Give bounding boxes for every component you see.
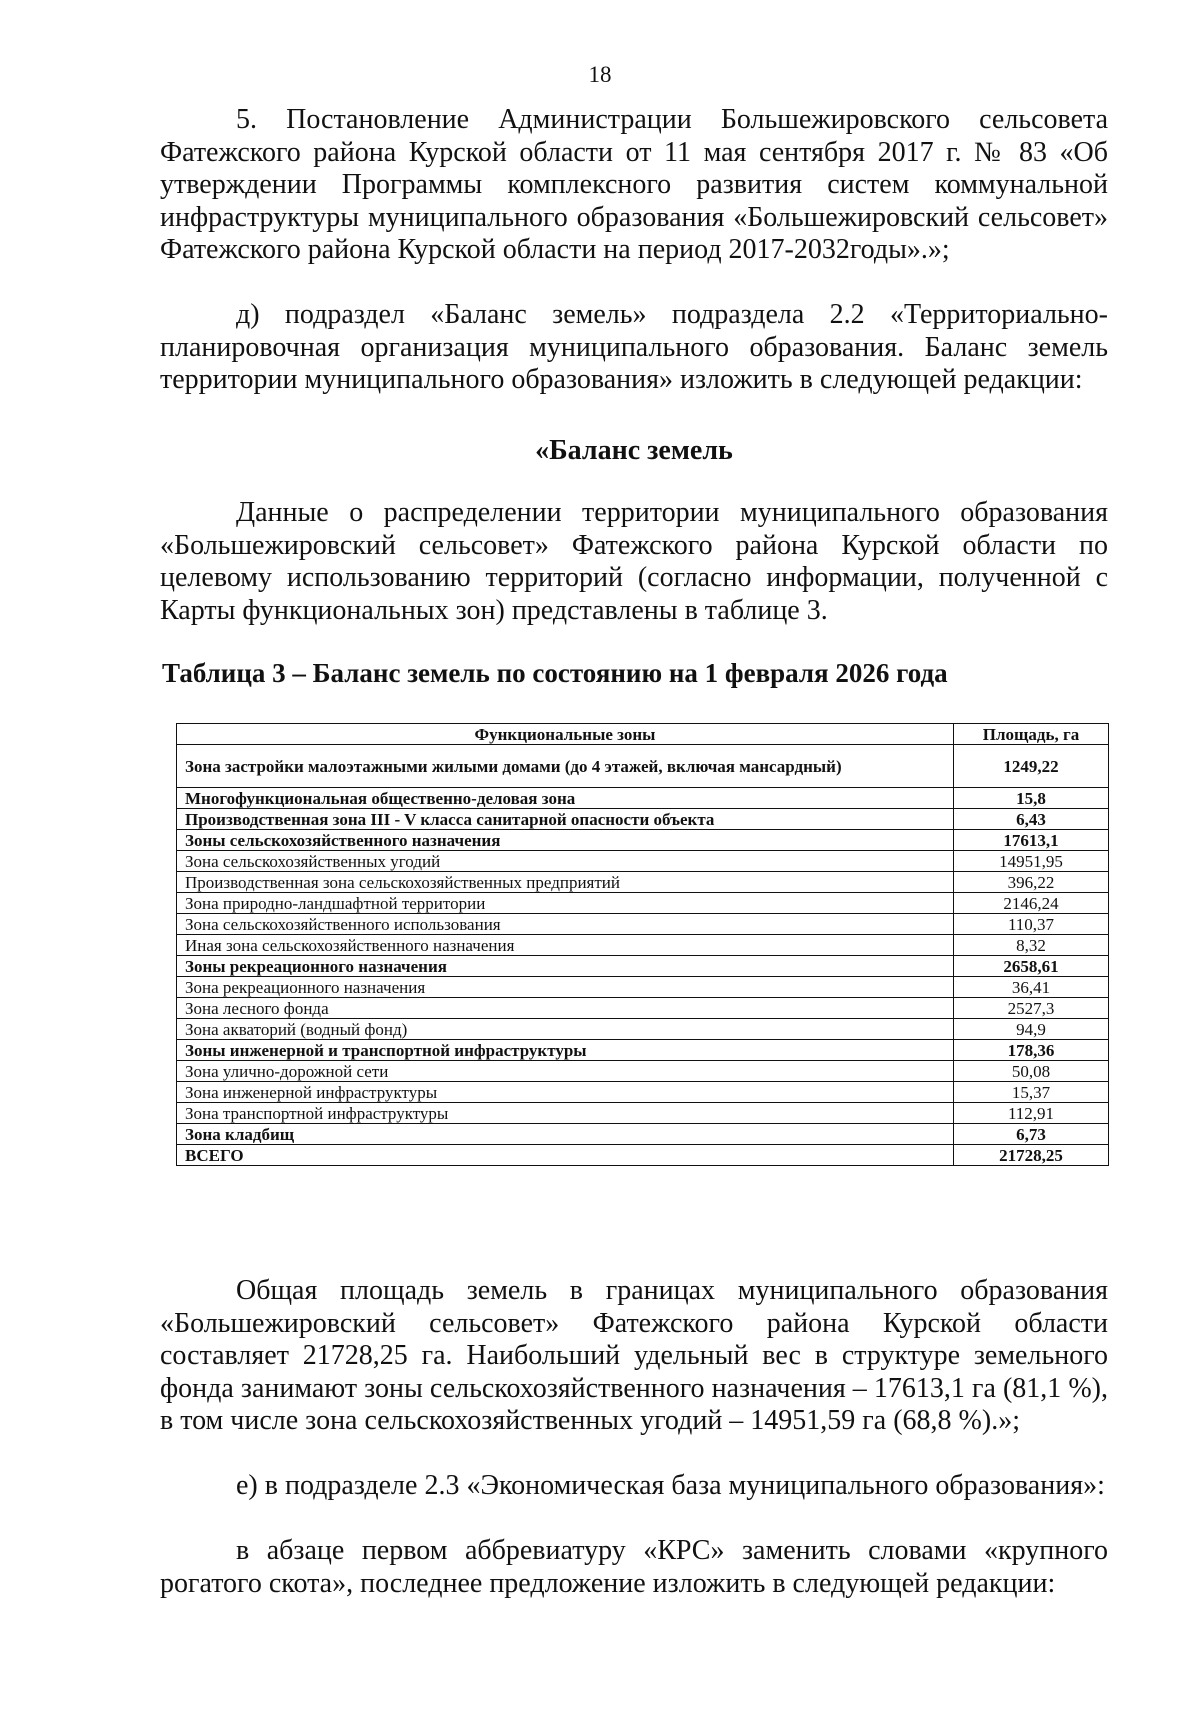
zone-name-cell: Зона природно-ландшафтной территории	[177, 893, 954, 914]
header-area: Площадь, га	[954, 724, 1109, 745]
area-value-cell: 6,43	[954, 809, 1109, 830]
zone-name-cell: Зона кладбищ	[177, 1124, 954, 1145]
paragraph-text: д) подраздел «Баланс земель» подраздела 2.2 «Территориально-планировочная организация муниципального образования. Баланс земель территории муниципального образования» изложить в следующей редакции:	[160, 299, 1108, 395]
zone-name-cell: Зона рекреационного назначения	[177, 977, 954, 998]
zone-name-cell: Производственная зона III - V класса санитарной опасности объекта	[177, 809, 954, 830]
area-value-cell: 14951,95	[954, 851, 1109, 872]
area-value-cell: 2527,3	[954, 998, 1109, 1019]
header-zones: Функциональные зоны	[177, 724, 954, 745]
area-value-cell: 50,08	[954, 1061, 1109, 1082]
area-value-cell: 396,22	[954, 872, 1109, 893]
area-value-cell: 15,37	[954, 1082, 1109, 1103]
area-value-cell: 110,37	[954, 914, 1109, 935]
zone-name-cell: Зона застройки малоэтажными жилыми домами (до 4 этажей, включая мансардный)	[177, 745, 954, 788]
paragraph-economic-base	[160, 1470, 1108, 1503]
zone-name-cell: Зона сельскохозяйственных угодий	[177, 851, 954, 872]
table-row	[177, 914, 1109, 935]
table-row	[177, 977, 1109, 998]
area-value-cell: 17613,1	[954, 830, 1109, 851]
area-value-cell: 2146,24	[954, 893, 1109, 914]
paragraph-distribution-data	[160, 497, 1108, 627]
table-row	[177, 745, 1109, 788]
table-row	[177, 830, 1109, 851]
paragraph-land-balance-instruction	[160, 299, 1108, 397]
area-value-cell: 2658,61	[954, 956, 1109, 977]
zone-name-cell: Производственная зона сельскохозяйственных предприятий	[177, 872, 954, 893]
paragraph-text: в абзаце первом аббревиатуру «КРС» заменить словами «крупного рогатого скота», последнее предложение изложить в следующей редакции:	[160, 1535, 1108, 1599]
table-row	[177, 872, 1109, 893]
area-value-cell: 15,8	[954, 788, 1109, 809]
section-heading: «Баланс земель	[535, 435, 733, 466]
area-value-cell: 6,73	[954, 1124, 1109, 1145]
zone-name-cell: Зоны рекреационного назначения	[177, 956, 954, 977]
zone-name-cell: Многофункциональная общественно-деловая зона	[177, 788, 954, 809]
land-balance-table	[176, 723, 1109, 1166]
area-value-cell: 8,32	[954, 935, 1109, 956]
zone-name-cell: Зона инженерной инфраструктуры	[177, 1082, 954, 1103]
table-row	[177, 788, 1109, 809]
zone-name-cell: Зона сельскохозяйственного использования	[177, 914, 954, 935]
table-row	[177, 1019, 1109, 1040]
zone-name-cell: Иная зона сельскохозяйственного назначения	[177, 935, 954, 956]
zone-name-cell: Зона улично-дорожной сети	[177, 1061, 954, 1082]
area-value-cell: 36,41	[954, 977, 1109, 998]
paragraph-krs-replacement	[160, 1535, 1108, 1600]
paragraph-resolution	[160, 104, 1108, 267]
area-value-cell: 21728,25	[954, 1145, 1109, 1166]
zone-name-cell: Зона лесного фонда	[177, 998, 954, 1019]
page-number: 18	[588, 62, 612, 87]
area-value-cell: 1249,22	[954, 745, 1109, 788]
table-row	[177, 1145, 1109, 1166]
paragraph-text: Данные о распределении территории муниципального образования «Большежировский сельсовет» Фатежского района Курской области по целевому использованию территорий (согласно информации, полученной с Карты функциональных зон) представлены в таблице 3.	[160, 497, 1108, 626]
paragraph-total-area	[160, 1275, 1108, 1438]
zone-name-cell: Зона акваторий (водный фонд)	[177, 1019, 954, 1040]
table-row	[177, 935, 1109, 956]
table-row	[177, 893, 1109, 914]
table-row	[177, 1124, 1109, 1145]
table-row	[177, 956, 1109, 977]
paragraph-text: 5. Постановление Администрации Большежировского сельсовета Фатежского района Курской области от 11 мая сентября 2017 г. № 83 «Об утверждении Программы комплексного развития систем коммунальной инфраструктуры муниципального образования «Большежировский сельсовет» Фатежского района Курской области на период 2017-2032годы».»;	[160, 104, 1108, 265]
zone-name-cell: Зона транспортной инфраструктуры	[177, 1103, 954, 1124]
area-value-cell: 112,91	[954, 1103, 1109, 1124]
zone-name-cell: ВСЕГО	[177, 1145, 954, 1166]
table-body	[177, 745, 1109, 1166]
area-value-cell: 94,9	[954, 1019, 1109, 1040]
area-value-cell: 178,36	[954, 1040, 1109, 1061]
table-title: Таблица 3 – Баланс земель по состоянию на 1 февраля 2026 года	[162, 658, 948, 688]
table-row	[177, 998, 1109, 1019]
table-row	[177, 1103, 1109, 1124]
table-row	[177, 1082, 1109, 1103]
table-row	[177, 1040, 1109, 1061]
paragraph-text: Общая площадь земель в границах муниципального образования «Большежировский сельсовет» Фатежского района Курской области составляет 21728,25 га. Наибольший удельный вес в структуре земельного фонда занимают зоны сельскохозяйственного назначения – 17613,1 га (81,1 %), в том числе зона сельскохозяйственных угодий – 14951,59 га (68,8 %).»;	[160, 1275, 1108, 1436]
zone-name-cell: Зоны сельскохозяйственного назначения	[177, 830, 954, 851]
zone-name-cell: Зоны инженерной и транспортной инфраструктуры	[177, 1040, 954, 1061]
table-row	[177, 1061, 1109, 1082]
table-row	[177, 809, 1109, 830]
table-header-row	[177, 724, 1109, 745]
paragraph-text: е) в подразделе 2.3 «Экономическая база муниципального образования»:	[236, 1470, 1105, 1501]
table-row	[177, 851, 1109, 872]
